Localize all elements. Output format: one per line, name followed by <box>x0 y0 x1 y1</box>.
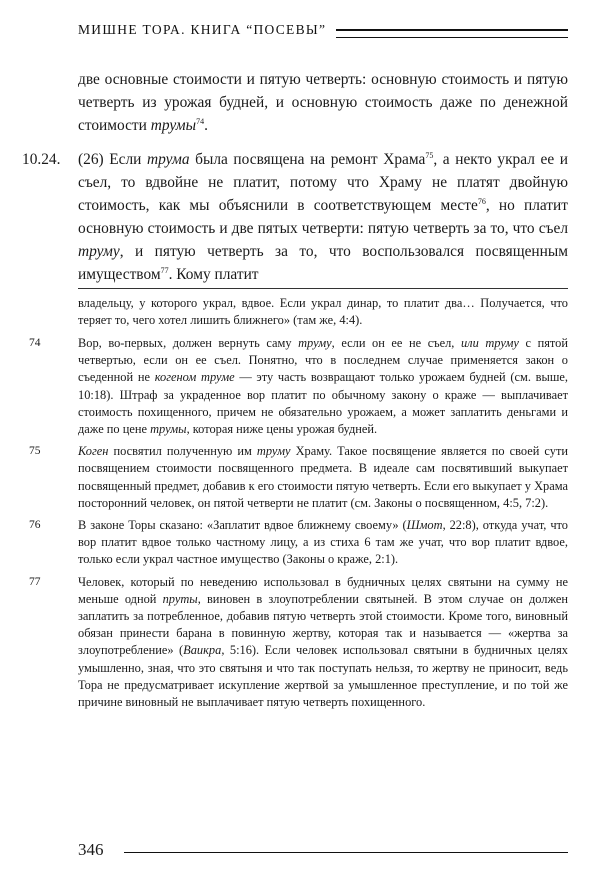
term-truma: трума <box>146 151 190 168</box>
running-header <box>78 20 568 42</box>
footnote-ref-77: 77 <box>160 265 169 275</box>
page-footer <box>78 840 568 864</box>
footnote-text: В законе Торы сказано: «Заплатит вдвое ближнему своему» (Шмот, 22:8), откуда учат, что вор платит вдвое только частному лицу, а из стиха 6 там же учат, что вор платит вдвое, только если украл частное имущество (Законы о краже, 2:1). <box>78 518 568 567</box>
footer-rule <box>124 852 568 853</box>
footnote-ref-76: 76 <box>477 196 486 206</box>
footnote-75 <box>0 443 600 512</box>
footnote-number: 77 <box>29 575 41 588</box>
footnote-continuation: владельцу, у которого украл, вдвое. Если украл динар, то платит два… Получается, что теряет то, чего хотел лишить ближнего» (там же, 4:4). <box>78 296 568 328</box>
main-paragraph-continued: две основные стоимости и пятую четверть: основную стоимость и пятую четверть из урожая будней, и основную стоимость даже по денежной стоимости трумы$^{74}$. <box>78 71 568 134</box>
footnote-list <box>0 335 600 716</box>
section-number: 10.24. <box>22 151 61 168</box>
header-double-rule <box>336 29 568 38</box>
page-number: 346 <box>78 840 104 859</box>
footnote-ref-74: 74 <box>196 116 205 126</box>
footnote-number: 74 <box>29 337 41 349</box>
footnote-76 <box>0 517 600 569</box>
footnote-ref-75: 75 <box>425 150 434 160</box>
main-paragraph-10-24: (26) Если трума была посвящена на ремонт Храма$^{75}$, а некто украл ее и съел, то вдвойне не платит, потому что Храму не платят двойную стоимость, как мы объяснили в соответствующем месте$^{76}$, но платит основную стоимость и две пятых четверти: пятую четверть за то, что съел труму, и пятую четверть за то, что воспользовался посвященным имуществом$^{77}$. Кому платит <box>78 150 569 283</box>
term-truma: труму <box>78 243 120 260</box>
footnote-text: Вор, во-первых, должен вернуть саму труму, если он ее не съел, или труму с пятой четвертью, если он ее съел. Понятно, что в последнем случае применяется закон о съеденной не когеном труме — эту часть возвращают только урожаем будней (см. выше, 10:18). Штраф за украденное вор платит по обычному закону о краже — выплачивает стоимость похищенного, причем не обязательно урожаем, а может заплатить деньгами и даже по цене трумы, которая ниже цены урожая будней. <box>78 336 568 437</box>
footnote-74 <box>0 335 600 438</box>
footnote-separator <box>78 288 568 289</box>
footnote-number: 76 <box>29 519 41 532</box>
term-truma: трумы <box>150 117 197 134</box>
footnote-number: 75 <box>29 445 41 458</box>
footnote-77 <box>0 574 600 712</box>
running-header-title: МИШНЕ ТОРА. КНИГА “ПОСЕВЫ” <box>78 22 327 37</box>
footnote-text: Человек, который по неведению использовал в будничных целях святыни на сумму не меньше одной пруты, виновен в злоупотреблении святыней. В этом случае он должен заплатить за потребленное, добавив пятую четверть этой стоимости. Кроме того, виновный обязан принести барана в повинную жертву, которая так и называется — «жертва за злоупотребление» (Ваикра, 5:16). Если человек использовал святыни в будничных целях умышленно, зная, что это святыня и что так поступать нельзя, то жертву не приносит, ведь Тора не предусматривает искупление жертвой за умышленное преступление, и по той же причине виновный не выплачивает пятую четверть похищенного. <box>78 574 568 710</box>
footnote-text: Коген посвятил полученную им труму Храму. Такое посвящение является по своей сути посвящением стоимости посвященного предмета. В идеале сам посвятивший выкупает посвященный предмет, добавив к его стоимости пятую четверть. Если его выкупает у Храма посторонний человек, он пятой четверти не платит (см. Законы о посвященном, 4:5, 7:2). <box>78 444 568 510</box>
